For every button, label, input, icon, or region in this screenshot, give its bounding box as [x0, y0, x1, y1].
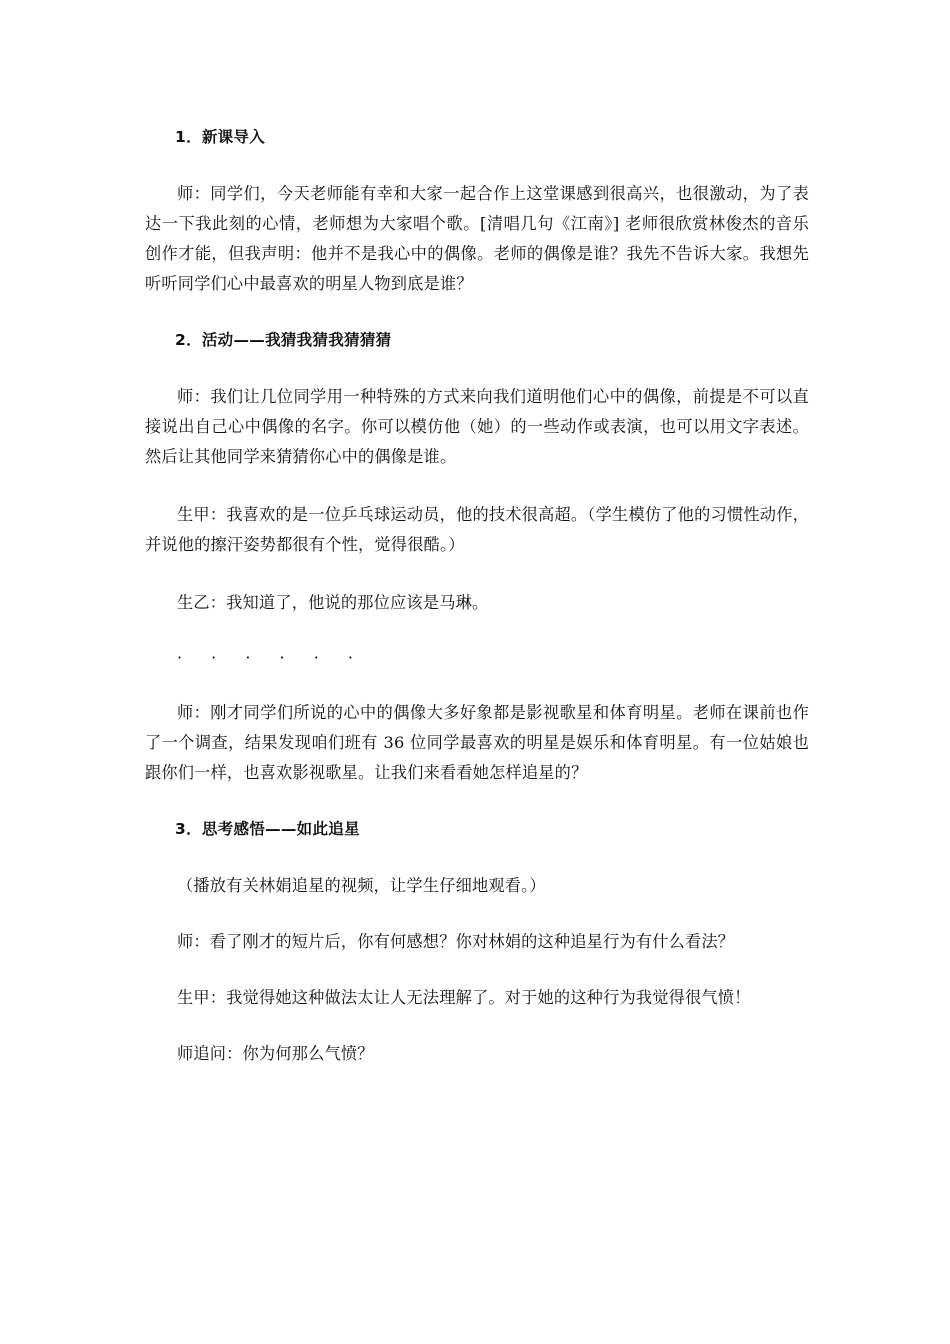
- section-heading-reflection: 3．思考感悟——如此追星: [175, 820, 360, 838]
- document-body: [145, 124, 809, 1095]
- paragraph-student-b-guess: 生乙：我知道了，他说的那位应该是马琳。: [177, 593, 489, 612]
- paragraph-student-a-reaction: 生甲：我觉得她这种做法太让人无法理解了。对于她的这种行为我觉得很气愤！: [177, 988, 751, 1007]
- section-heading-guessing-activity: 2．活动——我猜我猜我猜猜猜: [175, 331, 392, 349]
- paragraph-teacher-intro: 师：同学们，今天老师能有幸和大家一起合作上这堂课感到很高兴，也很激动，为了表达一下我此刻的心情，老师想为大家唱个歌。[清唱几句《江南》] 老师很欣赏林俊杰的音乐创作才能，但我声明：他并不是我心中的偶像。老师的偶像是谁？我先不告诉大家。我想先听听同学们心中最喜欢的明星人物到底是谁？: [145, 184, 809, 293]
- section-heading-new-lesson: 1．新课导入: [175, 128, 266, 146]
- paragraph-video-note: （播放有关林娟追星的视频，让学生仔细地观看。）: [177, 876, 546, 895]
- paragraph-teacher-activity-rules: 师：我们让几位同学用一种特殊的方式来向我们道明他们心中的偶像，前提是不可以直接说出自己心中偶像的名字。你可以模仿他（她）的一些动作或表演，也可以用文字表述。然后让其他同学来猜猜你心中的偶像是谁。: [145, 387, 809, 466]
- paragraph-teacher-survey: 师：刚才同学们所说的心中的偶像大多好象都是影视歌星和体育明星。老师在课前也作了一个调查，结果发现咱们班有 36 位同学最喜欢的明星是娱乐和体育明星。有一位姑娘也跟你们一样，也喜欢影视歌星。让我们来看看她怎样追星的？: [145, 703, 809, 782]
- paragraph-student-a-idol: 生甲：我喜欢的是一位乒乓球运动员，他的技术很高超。（学生模仿了他的习惯性动作，并说他的擦汗姿势都很有个性，觉得很酷。）: [145, 505, 809, 554]
- paragraph-teacher-question: 师：看了刚才的短片后，你有何感想？你对林娟的这种追星行为有什么看法？: [177, 932, 735, 951]
- ellipsis-separator: · · · · · ·: [177, 648, 365, 667]
- paragraph-teacher-followup: 师追问：你为何那么气愤？: [177, 1044, 374, 1063]
